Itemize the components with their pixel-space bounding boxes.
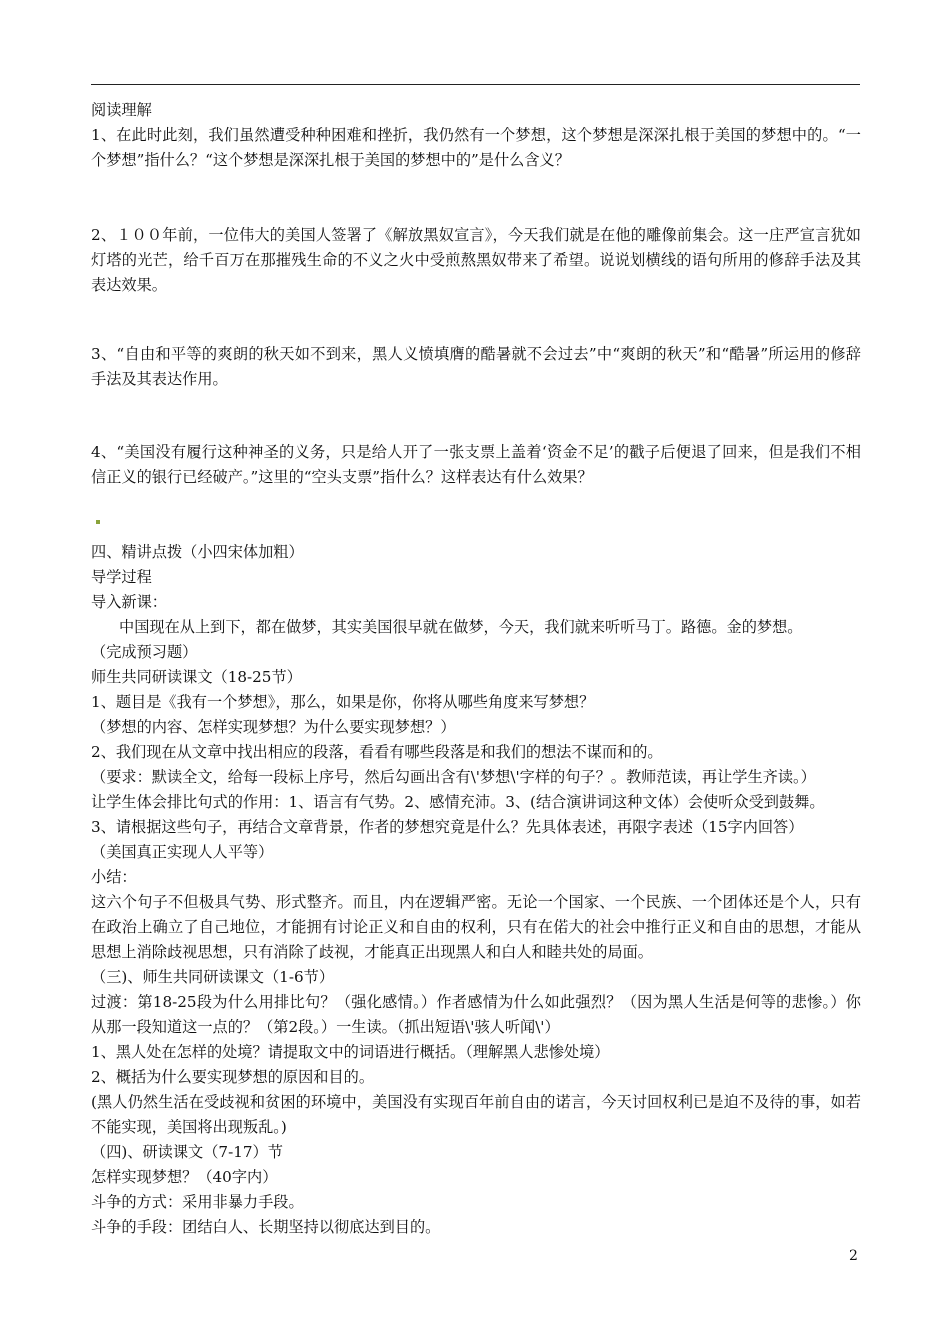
study-item-3-note: （美国真正实现人人平等） — [91, 843, 274, 861]
page-number: 2 — [849, 1248, 858, 1264]
study-heading-1: 师生共同研读课文（18-25节） — [91, 668, 302, 686]
summary-label: 小结： — [91, 868, 137, 886]
intro-note: （完成预习题） — [91, 643, 198, 661]
intro-text: 中国现在从上到下，都在做梦，其实美国很早就在做梦，今天，我们就来听听马丁。路德。金的梦想。 — [119, 618, 803, 636]
study-item-2-effect: 让学生体会排比句式的作用：1、语言有气势。2、感情充沛。3、(结合演讲词这种文体）会使听众受到鼓舞。 — [91, 793, 825, 811]
document-body — [91, 98, 861, 1240]
struggle-means: 斗争的手段：团结白人、长期坚持以彻底达到目的。 — [91, 1218, 441, 1236]
intro-label: 导入新课： — [91, 593, 167, 611]
reading-title: 阅读理解 — [91, 101, 152, 119]
task-item-1: 1、黑人处在怎样的处境？请提取文中的词语进行概括。（理解黑人悲惨处境） — [91, 1043, 610, 1061]
transition-text: 过渡：第18-25段为什么用排比句？（强化感情。）作者感情为什么如此强烈？（因为黑人生活是何等的悲惨。）你从那一段知道这一点的？（第2段。）一生读。（抓出短语\'骇人听闻\'） — [91, 993, 861, 1036]
study-item-2: 2、我们现在从文章中找出相应的段落，看看有哪些段落是和我们的想法不谋而和的。 — [91, 743, 663, 761]
reading-question-4: 4、“美国没有履行这种神圣的义务，只是给人开了一张支票上盖着‘资金不足’的戳子后便退了回来，但是我们不相信正义的银行已经破产。”这里的“空头支票”指什么？这样表达有什么效果？ — [91, 443, 861, 486]
header-rule — [91, 84, 860, 85]
process-label: 导学过程 — [91, 568, 152, 586]
summary-text: 这六个句子不但极具气势、形式整齐。而且，内在逻辑严密。无论一个国家、一个民族、一个团体还是个人，只有在政治上确立了自己地位，才能拥有讨论正义和自由的权利，只有在偌大的社会中推行正义和自由的思想，才能从思想上消除歧视思想，只有消除了歧视，才能真正出现黑人和白人和睦共处的局面。 — [91, 893, 861, 961]
reading-question-2: 2、１００年前，一位伟大的美国人签署了《解放黑奴宣言》，今天我们就是在他的雕像前集会。这一庄严宣言犹如灯塔的光芒，给千百万在那摧残生命的不义之火中受煎熬黑奴带来了希望。说说划横线的语句所用的修辞手法及其表达效果。 — [91, 226, 861, 294]
study-item-1: 1、题目是《我有一个梦想》，那么，如果是你，你将从哪些角度来写梦想？ — [91, 693, 595, 711]
green-marker-dot — [96, 520, 100, 524]
reading-question-3: 3、“自由和平等的爽朗的秋天如不到来，黑人义愤填膺的酷暑就不会过去”中“爽朗的秋天”和“酷暑”所运用的修辞手法及其表达作用。 — [91, 345, 861, 388]
section-four-heading: 四、精讲点拨（小四宋体加粗） — [91, 543, 304, 561]
task-item-2: 2、概括为什么要实现梦想的原因和目的。 — [91, 1068, 375, 1086]
how-question: 怎样实现梦想？（40字内） — [91, 1168, 278, 1186]
study-item-2-note: （要求：默读全文，给每一段标上序号，然后勾画出含有\'梦想\'字样的句子？。教师范读，再让学生齐读。） — [91, 768, 816, 786]
study-item-3: 3、请根据这些句子，再结合文章背景，作者的梦想究竟是什么？先具体表述，再限字表述（15字内回答） — [91, 818, 804, 836]
task-item-2-note: (黑人仍然生活在受歧视和贫困的环境中，美国没有实现百年前自由的诺言，今天讨回权利已是迫不及待的事，如若不能实现，美国将出现叛乱。) — [91, 1093, 861, 1136]
study-item-1-note: （梦想的内容、怎样实现梦想？为什么要实现梦想？） — [91, 718, 456, 736]
struggle-method: 斗争的方式：采用非暴力手段。 — [91, 1193, 304, 1211]
reading-question-1: 1、在此时此刻，我们虽然遭受种种困难和挫折，我仍然有一个梦想，这个梦想是深深扎根于美国的梦想中的。“一个梦想”指什么？“这个梦想是深深扎根于美国的梦想中的”是什么含义？ — [91, 126, 861, 169]
study-heading-2: （三)、师生共同研读课文（1-6节） — [91, 968, 335, 986]
study-heading-3: （四)、研读课文（7-17）节 — [91, 1143, 283, 1161]
